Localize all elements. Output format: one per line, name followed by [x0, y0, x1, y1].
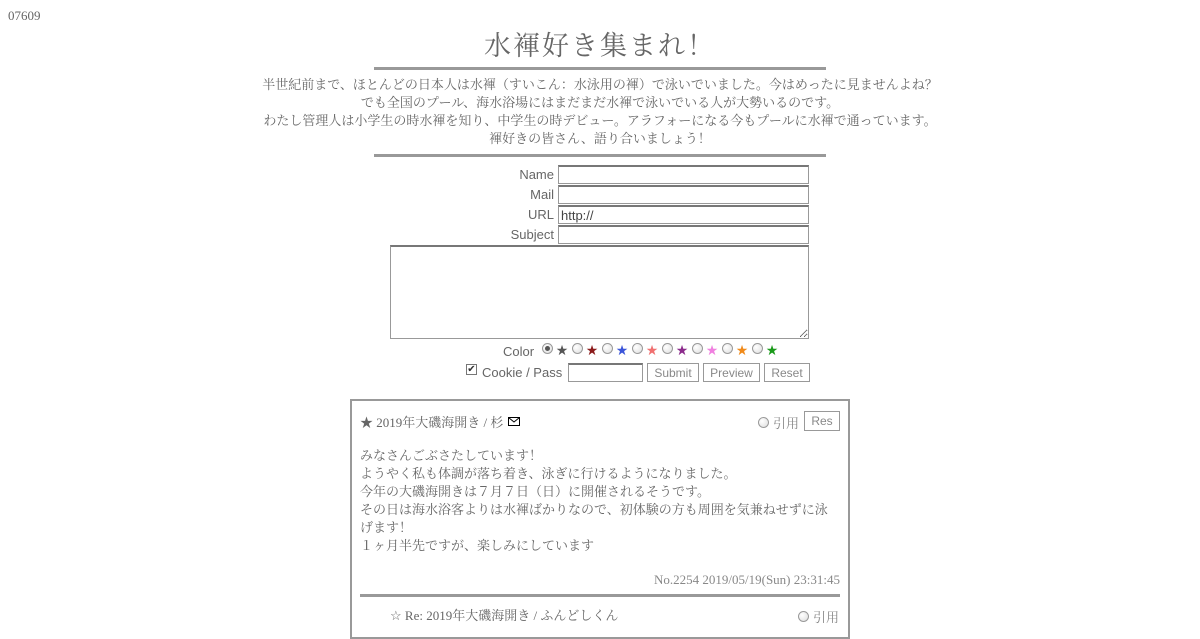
- color-radio[interactable]: [752, 343, 763, 354]
- star-icon: ★: [705, 342, 719, 358]
- color-option[interactable]: [692, 342, 721, 358]
- subject-label: Subject: [510, 227, 554, 242]
- mail-label: Mail: [530, 187, 554, 202]
- color-radio[interactable]: [722, 343, 733, 354]
- post-body-line: 今年の大磯海開きは７月７日（日）に開催されるそうです。: [360, 484, 710, 499]
- url-label: URL: [527, 207, 554, 222]
- color-option[interactable]: [542, 342, 571, 358]
- reply-quote-radio[interactable]: [798, 611, 809, 622]
- reply-quote-option[interactable]: [798, 607, 839, 626]
- post-body: [360, 447, 832, 555]
- access-counter: 07609: [8, 8, 41, 23]
- post-body-line: １ヶ月半先ですが、楽しみにしています: [360, 538, 595, 553]
- color-option[interactable]: [752, 342, 781, 358]
- color-options: [542, 342, 782, 358]
- intro-line: 褌好きの皆さん、語り合いましょう！: [489, 131, 711, 146]
- star-icon: ★: [585, 342, 599, 358]
- post-thread: [350, 399, 850, 639]
- intro-line: わたし管理人は小学生の時水褌を知り、中学生の時デビュー。アラフォーになる今もプールに水褌で通っています。: [263, 113, 937, 128]
- res-button[interactable]: Res: [804, 411, 840, 431]
- star-icon: ★: [555, 342, 569, 358]
- reply-subject: ☆ Re: 2019年大磯海開き / ふんどしくん: [390, 608, 619, 623]
- title-divider: [374, 67, 826, 70]
- message-textarea[interactable]: [390, 245, 809, 339]
- star-icon: ★: [645, 342, 659, 358]
- quote-radio[interactable]: [758, 417, 769, 428]
- subject-input[interactable]: [558, 225, 809, 244]
- post-body-line: みなさんごぶさたしています！: [360, 448, 543, 463]
- star-icon: ★: [615, 342, 629, 358]
- color-option[interactable]: [632, 342, 661, 358]
- color-radio[interactable]: [692, 343, 703, 354]
- preview-button[interactable]: Preview: [703, 363, 760, 382]
- color-radio[interactable]: [542, 343, 553, 354]
- reply-quote-label: 引用: [813, 610, 840, 625]
- color-option[interactable]: [722, 342, 751, 358]
- intro-text: [0, 76, 1200, 148]
- color-option[interactable]: [602, 342, 631, 358]
- post-body-line: ようやく私も体調が落ち着き、泳ぎに行けるようになりました。: [360, 466, 737, 481]
- mail-input[interactable]: [558, 185, 809, 204]
- color-radio[interactable]: [572, 343, 583, 354]
- intro-line: でも全国のプール、海水浴場にはまだまだ水褌で泳いでいる人が大勢いるのです。: [360, 95, 840, 110]
- cookie-checkbox[interactable]: ✔: [467, 364, 476, 375]
- name-label: Name: [519, 167, 554, 182]
- reset-button[interactable]: Reset: [764, 363, 810, 382]
- quote-label: 引用: [773, 416, 800, 431]
- url-input[interactable]: [558, 205, 809, 224]
- post-subject: [360, 412, 520, 431]
- cookie-pass-label: Cookie / Pass: [482, 365, 563, 380]
- color-radio[interactable]: [602, 343, 613, 354]
- name-input[interactable]: [558, 165, 809, 184]
- post-meta: No.2254 2019/05/19(Sun) 23:31:45: [654, 572, 840, 587]
- intro-divider: [374, 154, 826, 157]
- quote-option[interactable]: [758, 413, 799, 432]
- color-radio[interactable]: [662, 343, 673, 354]
- submit-button[interactable]: Submit: [647, 363, 699, 382]
- password-input[interactable]: [568, 363, 643, 382]
- post-body-line: その日は海水浴客よりは水褌ばかりなので、初体験の方も周囲を気兼ねせずに泳げます！: [360, 502, 828, 535]
- page-title: 水褌好き集まれ！: [484, 31, 716, 61]
- star-icon: ★: [765, 342, 779, 358]
- mail-icon[interactable]: [508, 414, 520, 430]
- color-option[interactable]: [572, 342, 601, 358]
- color-option[interactable]: [662, 342, 691, 358]
- intro-line: 半世紀前まで、ほとんどの日本人は水褌（すいこん：水泳用の褌）で泳いでいました。今はめったに見ませんよね？: [262, 77, 938, 92]
- star-icon: ★: [735, 342, 749, 358]
- color-radio[interactable]: [632, 343, 643, 354]
- post-divider: [360, 594, 840, 597]
- post-subject-text: ★ 2019年大磯海開き / 杉: [360, 415, 504, 430]
- color-label: Color: [503, 344, 535, 359]
- star-icon: ★: [675, 342, 689, 358]
